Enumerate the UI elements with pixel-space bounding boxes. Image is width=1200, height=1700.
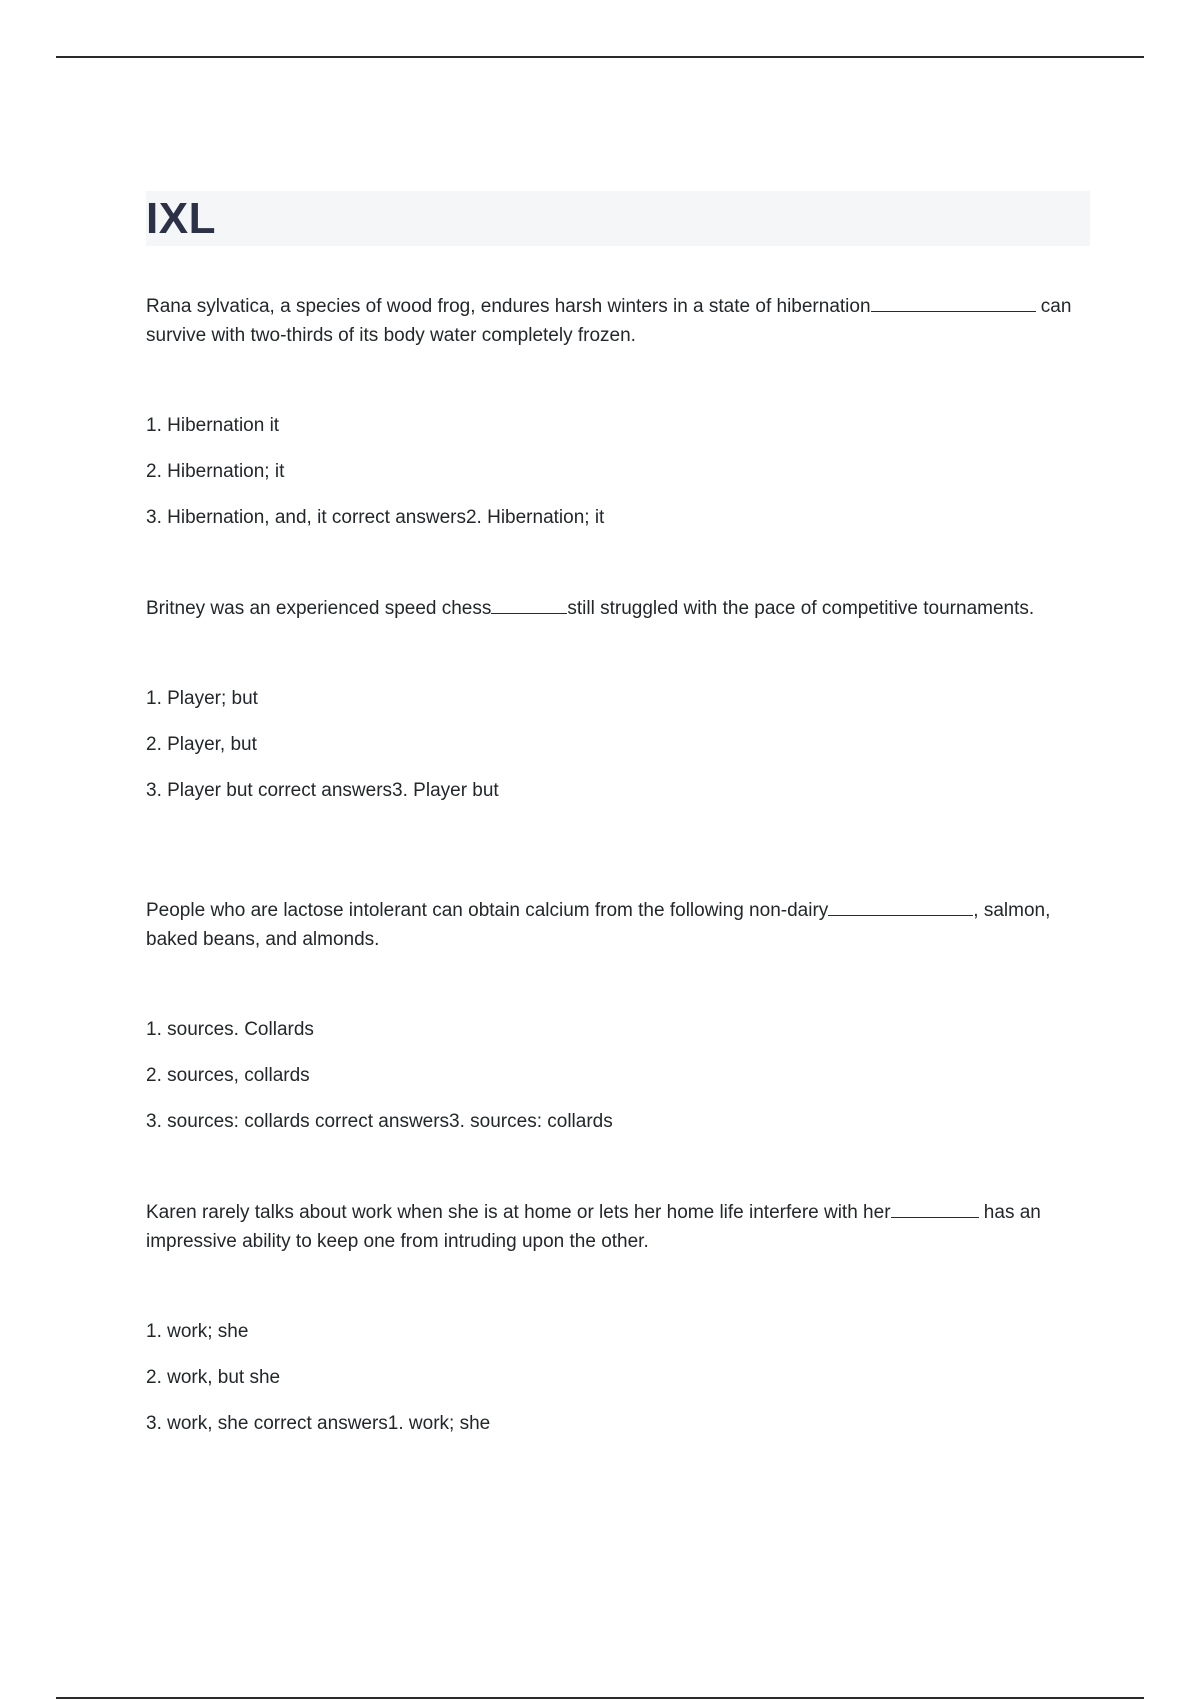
option-item: 2. sources, collards [146, 1065, 310, 1086]
question-text-after: has an impressive ability to keep one from intruding upon the other. [146, 1202, 1041, 1252]
question-block [146, 594, 1086, 896]
question-text-after: can survive with two-thirds of its body water completely frozen. [146, 296, 1072, 346]
question-text-before: Britney was an experienced speed chess [146, 598, 492, 619]
question-text-before: People who are lactose intolerant can obtain calcium from the following non-dairy [146, 900, 829, 921]
option-item: 3. sources: collards correct answers3. sources: collards [146, 1111, 613, 1132]
option-item: 1. Player; but [146, 688, 258, 709]
option-list [146, 412, 1086, 531]
option-item: 1. Hibernation it [146, 415, 280, 436]
question-text-after: still struggled with the pace of competitive tournaments. [567, 598, 1035, 619]
question-block [146, 896, 1086, 1198]
question-text-before: Rana sylvatica, a species of wood frog, endures harsh winters in a state of hibernation [146, 296, 871, 317]
bottom-rule [56, 1697, 1144, 1699]
question-list [146, 292, 1086, 1500]
question-text-after: , salmon, baked beans, and almonds. [146, 900, 1051, 950]
option-list [146, 1318, 1086, 1437]
question-text [146, 292, 1086, 350]
answer-blank [828, 897, 973, 916]
question-text [146, 1198, 1086, 1256]
option-item: 3. Player but correct answers3. Player but [146, 780, 499, 801]
question-text [146, 594, 1086, 623]
option-item: 3. Hibernation, and, it correct answers2. Hibernation; it [146, 507, 605, 528]
option-item: 2. work, but she [146, 1367, 281, 1388]
option-item: 1. work; she [146, 1321, 249, 1342]
option-item: 3. work, she correct answers1. work; she [146, 1413, 491, 1434]
answer-blank [871, 293, 1036, 312]
answer-blank [891, 1199, 979, 1218]
option-item: 2. Player, but [146, 734, 257, 755]
question-block [146, 292, 1086, 594]
question-block [146, 1198, 1086, 1500]
option-item: 2. Hibernation; it [146, 461, 285, 482]
page-title: IXL [146, 194, 216, 243]
answer-blank [491, 595, 567, 614]
option-list [146, 685, 1086, 804]
option-list [146, 1016, 1086, 1135]
question-text [146, 896, 1086, 954]
title-bar [146, 191, 1090, 246]
option-item: 1. sources. Collards [146, 1019, 314, 1040]
top-rule [56, 56, 1144, 58]
question-text-before: Karen rarely talks about work when she is at home or lets her home life interfere with her [146, 1202, 891, 1223]
